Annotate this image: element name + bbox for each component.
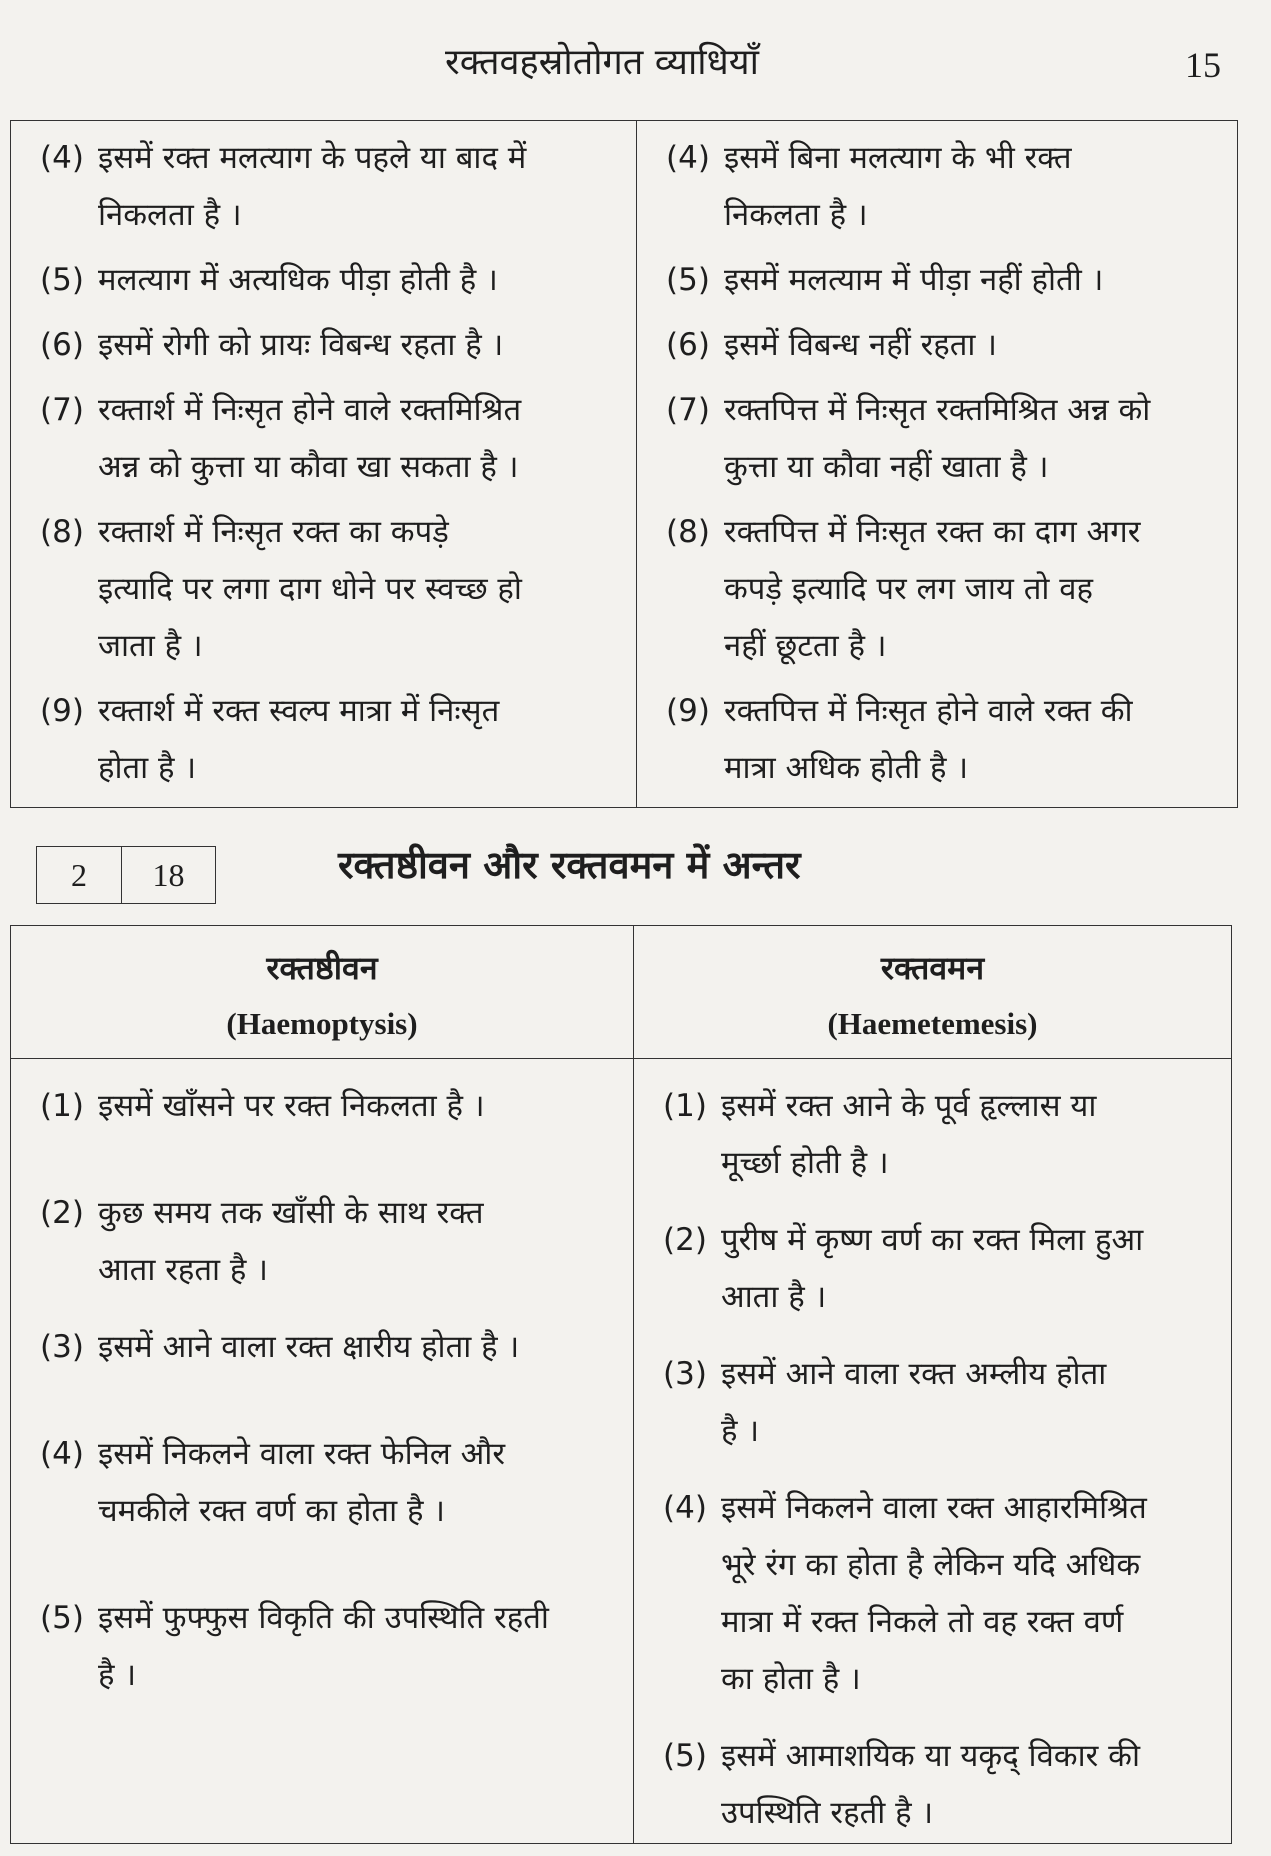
list-item: [663, 1346, 1216, 1460]
item-number: (1): [40, 1088, 84, 1124]
item-number: (5): [663, 1738, 707, 1774]
item-text-line: चमकीले रक्त वर्ण का होता है ।: [98, 1493, 446, 1529]
spacer: [40, 309, 621, 317]
item-text-line: नहीं छूटता है ।: [724, 628, 887, 664]
item-text-line: इसमें आमाशयिक या यकृद् विकार की: [721, 1738, 1141, 1774]
list-item: [40, 252, 621, 309]
item-number: (4): [40, 1436, 84, 1472]
item-number: (7): [666, 392, 710, 428]
item-number: (2): [40, 1195, 84, 1231]
item-text: [721, 1728, 1216, 1842]
item-text: [724, 317, 1222, 374]
item-text-line: इसमें खाँसने पर रक्त निकलता है ।: [98, 1088, 485, 1124]
item-number: (6): [666, 327, 710, 363]
spacer: [666, 309, 1222, 317]
list-item: [666, 317, 1222, 374]
item-text-line: अन्न को कुत्ता या कौवा खा सकता है ।: [98, 449, 519, 485]
item-text: [98, 1426, 618, 1540]
item-number: (3): [663, 1356, 707, 1392]
item-number: (5): [666, 262, 710, 298]
spacer: [40, 1299, 618, 1319]
haemoptysis-header-english: (Haemoptysis): [226, 1006, 418, 1041]
item-text-line: कुत्ता या कौवा नहीं खाता है ।: [724, 449, 1049, 485]
running-header: [0, 28, 1271, 88]
spacer: [40, 675, 621, 683]
item-text-line: का होता है ।: [721, 1661, 861, 1697]
list-item: [666, 252, 1222, 309]
list-item: [40, 1590, 618, 1704]
item-text: [98, 1185, 618, 1299]
item-text-line: रक्तार्श में रक्त स्वल्प मात्रा में निःसृत: [98, 693, 500, 729]
item-number: (7): [40, 392, 84, 428]
item-text: [724, 683, 1222, 797]
item-text-line: इसमें फुफ्फुस विकृति की उपस्थिति रहती: [98, 1600, 549, 1636]
running-title: रक्तवहस्रोतोगत व्याधियाँ: [445, 42, 759, 83]
spacer: [663, 1326, 1216, 1346]
list-item: [40, 1319, 618, 1376]
spacer: [663, 1192, 1216, 1212]
item-text-line: होता है ।: [98, 750, 197, 786]
list-item: [40, 504, 621, 675]
list-item: [663, 1480, 1216, 1708]
spacer: [663, 1708, 1216, 1728]
item-text: [724, 130, 1222, 244]
item-text-line: आता रहता है ।: [98, 1252, 268, 1288]
item-text-line: इसमें निकलने वाला रक्त फेनिल और: [98, 1436, 506, 1472]
list-item: [40, 1078, 618, 1135]
item-text: [98, 252, 621, 309]
spacer: [40, 244, 621, 252]
list-item: [666, 382, 1222, 496]
item-number: (9): [666, 693, 710, 729]
item-text-line: पुरीष में कृष्ण वर्ण का रक्त मिला हुआ: [721, 1222, 1144, 1258]
list-item: [40, 317, 621, 374]
item-text-line: रक्तार्श में निःसृत होने वाले रक्तमिश्रित: [98, 392, 522, 428]
item-number: (6): [40, 327, 84, 363]
item-text: [98, 1590, 618, 1704]
item-number: (8): [666, 514, 710, 550]
spacer: [666, 496, 1222, 504]
item-text-line: मात्रा अधिक होती है ।: [724, 750, 969, 786]
item-text-line: रक्तपित्त में निःसृत होने वाले रक्त की: [724, 693, 1133, 729]
item-number: (4): [663, 1490, 707, 1526]
item-text-line: जाता है ।: [98, 628, 203, 664]
item-text-line: भूरे रंग का होता है लेकिन यदि अधिक: [721, 1547, 1141, 1583]
item-text: [98, 683, 621, 797]
item-text: [724, 252, 1222, 309]
item-text-line: इसमें निकलने वाला रक्त आहारमिश्रित: [721, 1490, 1147, 1526]
item-text-line: इसमें रक्त मलत्याग के पहले या बाद में: [98, 140, 527, 176]
item-text-line: इसमें विबन्ध नहीं रहता ।: [724, 327, 998, 363]
item-number: (1): [663, 1088, 707, 1124]
item-text-line: इसमें रक्त आने के पूर्व हृल्लास या: [721, 1088, 1097, 1124]
item-text-line: रक्तार्श में निःसृत रक्त का कपड़े: [98, 514, 449, 550]
item-number: (9): [40, 693, 84, 729]
item-number: (8): [40, 514, 84, 550]
item-text: [724, 382, 1222, 496]
haematemesis-column: [634, 1059, 1232, 1844]
haematemesis-header: [634, 926, 1232, 1059]
section-number-box: [36, 846, 216, 904]
spacer: [663, 1460, 1216, 1480]
spacer: [40, 374, 621, 382]
spacer: [40, 1376, 618, 1426]
spacer: [666, 244, 1222, 252]
spacer: [40, 1540, 618, 1590]
page-number: 15: [1185, 45, 1221, 85]
item-text: [98, 130, 621, 244]
list-item: [666, 504, 1222, 675]
item-text-line: रक्तपित्त में निःसृत रक्त का दाग अगर: [724, 514, 1141, 550]
item-text-line: इसमें मलत्याम में पीड़ा नहीं होती ।: [724, 262, 1104, 298]
raktapitta-column: [637, 121, 1238, 808]
item-text-line: मलत्याग में अत्यधिक पीड़ा होती है ।: [98, 262, 498, 298]
item-number: (5): [40, 1600, 84, 1636]
haematemesis-header-hindi: रक्तवमन: [880, 949, 985, 987]
item-number: (2): [663, 1222, 707, 1258]
haematemesis-header-english: (Haemetemesis): [827, 1006, 1038, 1041]
item-text-line: कुछ समय तक खाँसी के साथ रक्त: [98, 1195, 484, 1231]
raktarsha-column: [11, 121, 637, 808]
item-text-line: निकलता है ।: [98, 197, 242, 233]
list-item: [663, 1212, 1216, 1326]
list-item: [40, 382, 621, 496]
comparison-table-continued: [10, 120, 1238, 808]
list-item: [40, 1426, 618, 1540]
list-item: [663, 1078, 1216, 1192]
spacer: [666, 675, 1222, 683]
item-text: [721, 1212, 1216, 1326]
item-text: [98, 504, 621, 675]
section-number: 18: [152, 857, 185, 893]
item-text-line: इत्यादि पर लगा दाग धोने पर स्वच्छ हो: [98, 571, 522, 607]
item-number: (4): [40, 140, 84, 176]
spacer: [40, 1135, 618, 1185]
item-text-line: है ।: [98, 1657, 137, 1693]
raktapitta-points: [638, 122, 1236, 797]
item-text: [721, 1078, 1216, 1192]
item-text: [721, 1480, 1216, 1708]
item-text-line: मात्रा में रक्त निकले तो वह रक्त वर्ण: [721, 1604, 1124, 1640]
haemoptysis-header: [11, 926, 634, 1059]
item-text-line: इसमें आने वाला रक्त अम्लीय होता: [721, 1356, 1107, 1392]
item-text-line: कपड़े इत्यादि पर लग जाय तो वह: [724, 571, 1093, 607]
list-item: [666, 683, 1222, 797]
item-number: (4): [666, 140, 710, 176]
item-text-line: आता है ।: [721, 1279, 827, 1315]
item-text-line: रक्तपित्त में निःसृत रक्तमिश्रित अन्न को: [724, 392, 1151, 428]
item-text-line: इसमें बिना मलत्याग के भी रक्त: [724, 140, 1072, 176]
item-number: (3): [40, 1329, 84, 1365]
item-text: [721, 1346, 1216, 1460]
item-text: [98, 1319, 618, 1376]
haemoptysis-header-hindi: रक्तष्ठीवन: [266, 949, 378, 987]
item-text-line: इसमें आने वाला रक्त क्षारीय होता है ।: [98, 1329, 520, 1365]
list-item: [663, 1728, 1216, 1842]
list-item: [40, 130, 621, 244]
item-text-line: निकलता है ।: [724, 197, 868, 233]
item-text-line: इसमें रोगी को प्रायः विबन्ध रहता है ।: [98, 327, 504, 363]
list-item: [666, 130, 1222, 244]
section-chapter: 2: [37, 847, 122, 903]
raktarsha-points: [12, 122, 635, 797]
spacer: [40, 496, 621, 504]
item-text: [724, 504, 1222, 675]
list-item: [40, 1185, 618, 1299]
list-item: [40, 683, 621, 797]
comparison-table: [10, 925, 1232, 1844]
item-text: [98, 317, 621, 374]
item-text: [98, 382, 621, 496]
item-text: [98, 1078, 618, 1135]
item-text-line: उपस्थिति रहती है ।: [721, 1795, 934, 1831]
haematemesis-points: [635, 1060, 1230, 1842]
haemoptysis-points: [12, 1060, 632, 1704]
section-title: रक्तष्ठीवन और रक्तवमन में अन्तर: [338, 843, 801, 887]
item-text-line: मूर्च्छा होती है ।: [721, 1145, 889, 1181]
spacer: [666, 374, 1222, 382]
haemoptysis-column: [11, 1059, 634, 1844]
item-number: (5): [40, 262, 84, 298]
item-text-line: है ।: [721, 1413, 760, 1449]
